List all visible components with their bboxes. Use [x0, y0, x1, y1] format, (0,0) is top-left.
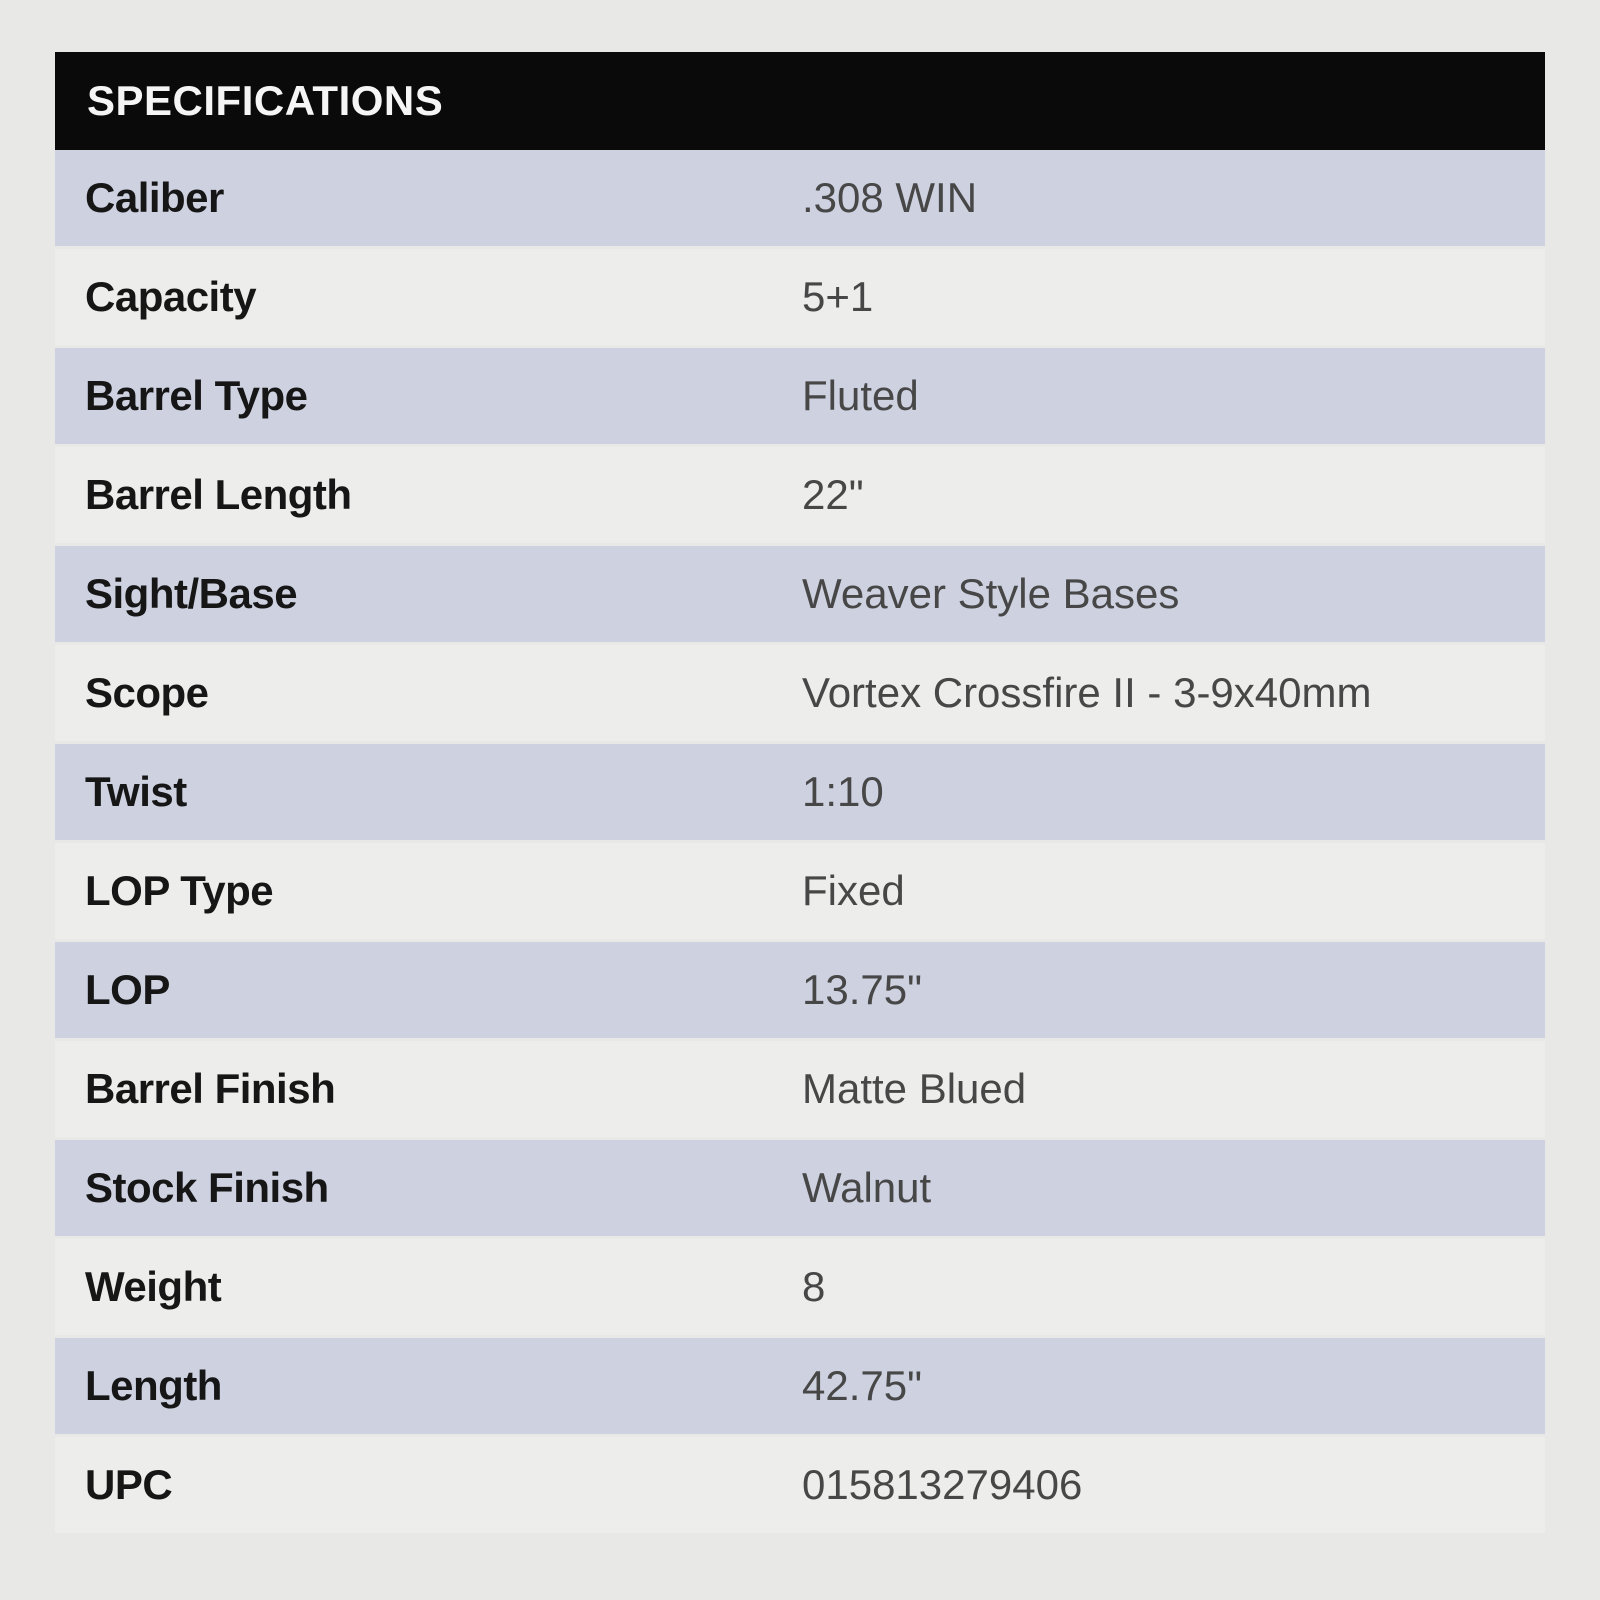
spec-label: Twist	[55, 744, 800, 843]
spec-row-upc	[55, 1437, 1545, 1536]
spec-value: 22"	[800, 447, 1545, 546]
spec-value: 015813279406	[800, 1437, 1545, 1536]
spec-label: Barrel Length	[55, 447, 800, 546]
spec-label: Capacity	[55, 249, 800, 348]
spec-value: 13.75"	[800, 942, 1545, 1041]
spec-label: LOP	[55, 942, 800, 1041]
spec-table	[55, 52, 1545, 1536]
spec-row-caliber	[55, 150, 1545, 249]
spec-value: .308 WIN	[800, 150, 1545, 249]
spec-label: Stock Finish	[55, 1140, 800, 1239]
spec-value: Walnut	[800, 1140, 1545, 1239]
spec-label: Sight/Base	[55, 546, 800, 645]
spec-row-sight-base	[55, 546, 1545, 645]
spec-row-stock-finish	[55, 1140, 1545, 1239]
specifications-panel	[55, 52, 1545, 1536]
spec-label: Weight	[55, 1239, 800, 1338]
spec-value: Vortex Crossfire II - 3-9x40mm	[800, 645, 1545, 744]
spec-row-barrel-length	[55, 447, 1545, 546]
spec-value: 42.75"	[800, 1338, 1545, 1437]
spec-value: 8	[800, 1239, 1545, 1338]
spec-label: Length	[55, 1338, 800, 1437]
spec-row-lop-type	[55, 843, 1545, 942]
spec-label: LOP Type	[55, 843, 800, 942]
spec-table-title: SPECIFICATIONS	[55, 52, 1545, 150]
spec-row-barrel-type	[55, 348, 1545, 447]
spec-value: Weaver Style Bases	[800, 546, 1545, 645]
spec-row-length	[55, 1338, 1545, 1437]
spec-row-scope	[55, 645, 1545, 744]
spec-value: Fluted	[800, 348, 1545, 447]
spec-header-row	[55, 52, 1545, 150]
spec-value: 1:10	[800, 744, 1545, 843]
spec-value: Matte Blued	[800, 1041, 1545, 1140]
spec-label: Caliber	[55, 150, 800, 249]
spec-label: Barrel Finish	[55, 1041, 800, 1140]
spec-label: Barrel Type	[55, 348, 800, 447]
spec-label: Scope	[55, 645, 800, 744]
spec-value: Fixed	[800, 843, 1545, 942]
spec-row-barrel-finish	[55, 1041, 1545, 1140]
spec-row-weight	[55, 1239, 1545, 1338]
spec-label: UPC	[55, 1437, 800, 1536]
spec-value: 5+1	[800, 249, 1545, 348]
spec-row-twist	[55, 744, 1545, 843]
spec-row-lop	[55, 942, 1545, 1041]
spec-row-capacity	[55, 249, 1545, 348]
